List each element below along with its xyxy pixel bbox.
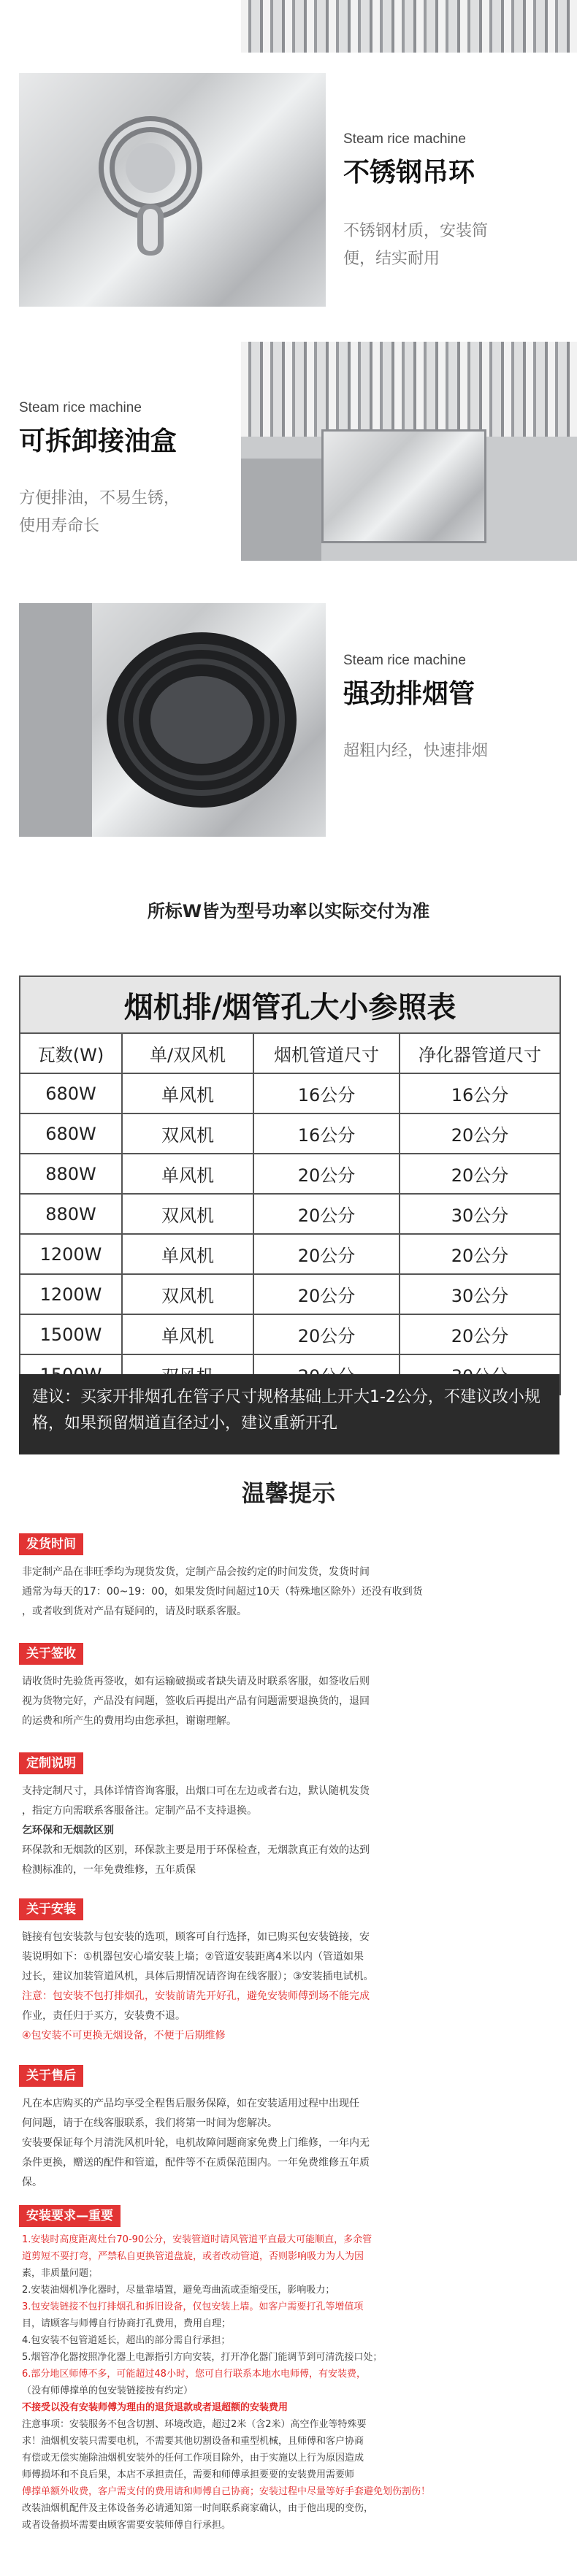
- table-cell: 20公分: [400, 1234, 560, 1274]
- table-cell: 20公分: [253, 1154, 400, 1194]
- table-cell: 20公分: [253, 1234, 400, 1274]
- feature-3-en: Steam rice machine: [343, 653, 466, 668]
- feature-2-en: Steam rice machine: [19, 400, 142, 415]
- tag-custom: 定制说明: [19, 1752, 83, 1774]
- table-cell: 30公分: [400, 1274, 560, 1314]
- table-cell: 680W: [20, 1073, 122, 1113]
- table-cell: 单风机: [122, 1154, 253, 1194]
- table-title: 烟机排/烟管孔大小参照表: [20, 976, 560, 1033]
- table-cell: 680W: [20, 1113, 122, 1154]
- table-cell: 16公分: [400, 1073, 560, 1113]
- table-cell: 20公分: [400, 1154, 560, 1194]
- table-cell: 20公分: [253, 1274, 400, 1314]
- table-row: [20, 1314, 560, 1354]
- pipe-size-table: [19, 975, 561, 1395]
- table-cell: 880W: [20, 1154, 122, 1194]
- requirements-text: 1.安装时高度距离灶台70-90公分，安装管道时请风管道平直最大可能顺直，多余管 道剪短不要打弯，严禁私自更换管道盘旋，或者改动管道，否则影响吸力为人为因 素，非质量问题； 2.安装油烟机净化器时，尽量靠墙置，避免弯曲流或歪缩受压，影响吸力； 3.包安装链接不包打排烟孔和拆旧设备，仅包安装上墙。如客户需要打孔等增值项 目，请顾客与师傅自行协商打孔费用，费用自理； 4.包安装不包管道延长，超出的部分需自行承担； 5.烟管净化器按照净化器上电源指引方向安装，打开净化器门能调节到可清洗接口处； 6.部分地区师傅不多，可能超过48小时，您可自行联系本地水电师傅，有安装费， （没有师傅撑单的包安装链接按有约定） 不接受以没有安装师傅为理由的退货退款或者退超额的安装费用 注意事项：安装服务不包含切割、环境改造，超过2米（含2米）高空作业等特殊要 求！油烟机安装只需要电机，不需要其他切割设备和重型机械，且师傅和客户协商 有偿或无偿实施除油烟机安装外的任何工作项目除外，由于实施以上行为原因造成 师傅损坏和不良后果，本店不承担责任，需要和师傅承担要要的安装费用需要师 傅撑单额外收费，客户需支付的费用请和师傅自己协商；安装过程中尽量等好手套避免划伤割伤！ 改装油烟机配件及主体设备务必请通知第一时间联系商家确认，由于他出现的变伤， 或者设备损坏需要由顾客需要安装师傅自行承担。: [22, 2234, 431, 2531]
- table-row: [20, 1113, 560, 1154]
- install-text: 链接有包安装款与包安装的选项，顾客可自行选择，如已购买包安装链接，安 装说明如下：①机器包安心墙安装上墙；②管道安装距离4米以内（管道如果 过长，建议加装管道风机，具体后期情况请咨询在线客服）；③安装插电试机。 注意：包安装不包打排烟孔，安装前请先开好孔，避免安装师傅到场不能完成 作业，责任归于买方，安装费不退。 ④包安装不可更换无烟设备，不便于后期维修: [22, 1931, 374, 2042]
- tag-shipping: 发货时间: [19, 1533, 83, 1555]
- table-cell: 20公分: [400, 1314, 560, 1354]
- table-cell: 20公分: [253, 1194, 400, 1234]
- table-cell: 16公分: [253, 1073, 400, 1113]
- tag-requirements: 安装要求—重要: [19, 2205, 121, 2227]
- table-cell: 1500W: [20, 1314, 122, 1354]
- aftersale-text: 凡在本店购买的产品均享受全程售后服务保障，如在安装适用过程中出现任 何问题，请于在线客服联系，我们将第一时间为您解决。 安装要保证每个月清洗风机叶轮，电机故障问题商家免费上门维修，一年内无 条件更换，赠送的配件和管道，配件等不在质保范围内。一年免费维修五年质 保。: [22, 2098, 370, 2188]
- product-photo-stainless-ring: [19, 73, 326, 307]
- table-row: [20, 1274, 560, 1314]
- table-cell: 1200W: [20, 1274, 122, 1314]
- feature-1-en: Steam rice machine: [343, 131, 466, 147]
- table-cell: 1200W: [20, 1234, 122, 1274]
- table-header-row: [20, 1033, 560, 1073]
- table-cell: 双风机: [122, 1274, 253, 1314]
- product-photo-oil-box: [241, 342, 577, 561]
- table-cell: 30公分: [400, 1194, 560, 1234]
- exhaust-pipe-icon: [19, 603, 326, 837]
- tag-receipt: 关于签收: [19, 1643, 83, 1665]
- table-row: [20, 1073, 560, 1113]
- feature-1-title: 不锈钢吊环: [343, 158, 475, 188]
- table-row: [20, 1154, 560, 1194]
- custom-text: 支持定制尺寸，具体详情咨询客服，出烟口可在左边或者右边，默认随机发货 ，指定方向需联系客服备注。定制产品不支持退换。 乞环保和无烟款区别 环保款和无烟款的区别，环保款主要是用于环保检查，无烟款真正有效的达到 检测标准的，一年免费维修，五年质保: [22, 1785, 370, 1876]
- table-header: 瓦数(W): [20, 1033, 122, 1073]
- feature-2-title: 可拆卸接油盒: [19, 426, 177, 456]
- warm-tips-title: 温馨提示: [241, 1479, 335, 1507]
- receipt-text: 请收货时先验货再签收，如有运输破损或者缺失请及时联系客服，如签收后则 视为货物完好，产品没有问题，签收后再提出产品有问题需要退换货的，退回 的运费和所产生的费用均由您承担，谢谢理解。: [22, 1676, 370, 1727]
- hanging-ring-icon: [19, 73, 326, 307]
- tag-aftersale: 关于售后: [19, 2065, 83, 2087]
- power-note: 所标W皆为型号功率以实际交付为准: [147, 901, 430, 921]
- advice-box: 建议：买家开排烟孔在管子尺寸规格基础上开大1-2公分，不建议改小规 格，如果预留烟道直径过小，建议重新开孔: [19, 1374, 559, 1454]
- tag-install: 关于安装: [19, 1898, 83, 1920]
- table-header: 净化器管道尺寸: [400, 1033, 560, 1073]
- table-cell: 20公分: [253, 1314, 400, 1354]
- feature-3-title: 强劲排烟管: [343, 679, 475, 709]
- table-row: [20, 1234, 560, 1274]
- table-cell: 880W: [20, 1194, 122, 1234]
- table-header: 单/双风机: [122, 1033, 253, 1073]
- table-header: 烟机管道尺寸: [253, 1033, 400, 1073]
- table-cell: 单风机: [122, 1234, 253, 1274]
- shipping-text: 非定制产品在非旺季均为现货发货，定制产品会按约定的时间发货，发货时间 通常为每天的17：00~19：00，如果发货时间超过10天（特殊地区除外）还没有收到货 ，或者收到货对产品有疑问的，请及时联系客服。: [22, 1566, 423, 1617]
- table-cell: 双风机: [122, 1194, 253, 1234]
- table-cell: 16公分: [253, 1113, 400, 1154]
- table-cell: 双风机: [122, 1113, 253, 1154]
- product-photo-exhaust-pipe: [19, 603, 326, 837]
- product-photo-grille: [241, 0, 577, 53]
- table-cell: 20公分: [400, 1113, 560, 1154]
- table-cell: 单风机: [122, 1073, 253, 1113]
- table-cell: 单风机: [122, 1314, 253, 1354]
- table-row: [20, 1194, 560, 1234]
